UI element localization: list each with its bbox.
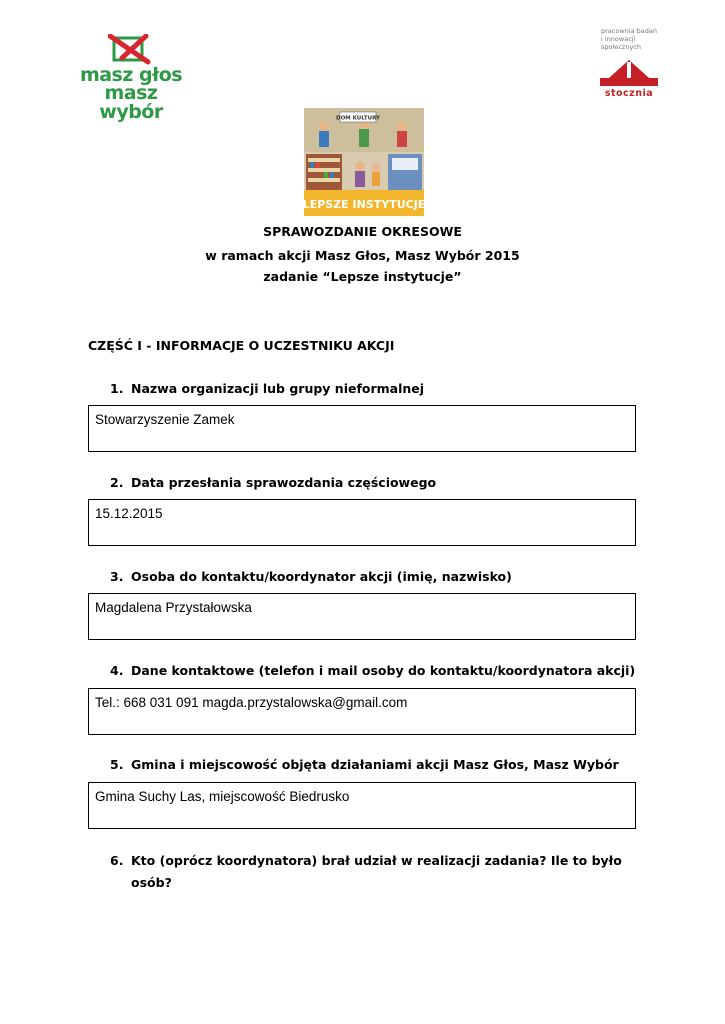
- masz-glos-logo: [72, 34, 190, 123]
- illustration-sign: DOM KULTURY: [336, 115, 380, 122]
- answer-box-1[interactable]: [88, 405, 636, 452]
- question-label: Data przesłania sprawozdania częściowego: [131, 475, 437, 490]
- document-title: SPRAWOZDANIE OKRESOWE: [263, 224, 462, 239]
- question-label: Gmina i miejscowość objęta działaniami akcji Masz Głos, Masz Wybór: [131, 757, 619, 772]
- question-2: [110, 472, 436, 494]
- stocznia-tagline-3: społecznych: [601, 43, 641, 51]
- answer-text: Tel.: 668 031 091 magda.przystalowska@gmail.com: [95, 695, 408, 710]
- answer-box-2[interactable]: [88, 499, 636, 546]
- stocznia-name: stocznia: [604, 88, 654, 99]
- question-number: 2.: [110, 475, 124, 490]
- question-label: Osoba do kontaktu/koordynator akcji (imię, nazwisko): [131, 569, 512, 584]
- answer-box-5[interactable]: [88, 782, 636, 829]
- stocznia-logo: [598, 28, 664, 100]
- question-number: 1.: [110, 381, 124, 396]
- illustration-art: [304, 108, 424, 216]
- illustration-banner: LEPSZE INSTYTUCJE: [304, 198, 424, 211]
- stocznia-tagline-1: pracownia badań: [601, 27, 657, 35]
- question-1: [110, 378, 424, 400]
- answer-text: Stowarzyszenie Zamek: [95, 412, 235, 427]
- question-number: 4.: [110, 663, 124, 678]
- question-label: Dane kontaktowe (telefon i mail osoby do kontaktu/koordynatora akcji): [131, 663, 636, 678]
- document-subtitle: w ramach akcji Masz Głos, Masz Wybór 2015: [205, 248, 520, 263]
- answer-text: Gmina Suchy Las, miejscowość Biedrusko: [95, 789, 350, 804]
- question-3: [110, 566, 512, 588]
- answer-box-4[interactable]: [88, 688, 636, 735]
- stocznia-roof-icon: [600, 58, 658, 86]
- ballot-cross-icon: [108, 34, 152, 66]
- question-number: 6.: [110, 853, 124, 868]
- logo-line-1: masz głos: [79, 64, 183, 86]
- question-4: [110, 660, 635, 682]
- answer-box-3[interactable]: [88, 593, 636, 640]
- lepsze-instytucje-illustration: [304, 108, 424, 216]
- section-title: CZĘŚĆ I - INFORMACJE O UCZESTNIKU AKCJI: [88, 338, 395, 353]
- question-number: 5.: [110, 757, 124, 772]
- question-label: Nazwa organizacji lub grupy nieformalnej: [131, 381, 425, 396]
- question-number: 3.: [110, 569, 124, 584]
- document-task: zadanie “Lepsze instytucje”: [263, 269, 462, 284]
- question-label: Kto (oprócz koordynatora) brał udział w realizacji zadania? Ile to było: [131, 853, 622, 868]
- answer-text: Magdalena Przystałowska: [95, 600, 252, 615]
- question-5: [110, 754, 619, 776]
- question-6: [110, 850, 622, 872]
- logo-line-2: masz wybór: [99, 82, 163, 123]
- stocznia-tagline-2: i innowacji: [601, 35, 636, 43]
- answer-text: 15.12.2015: [95, 506, 163, 521]
- question-6-continuation: osób?: [131, 875, 172, 890]
